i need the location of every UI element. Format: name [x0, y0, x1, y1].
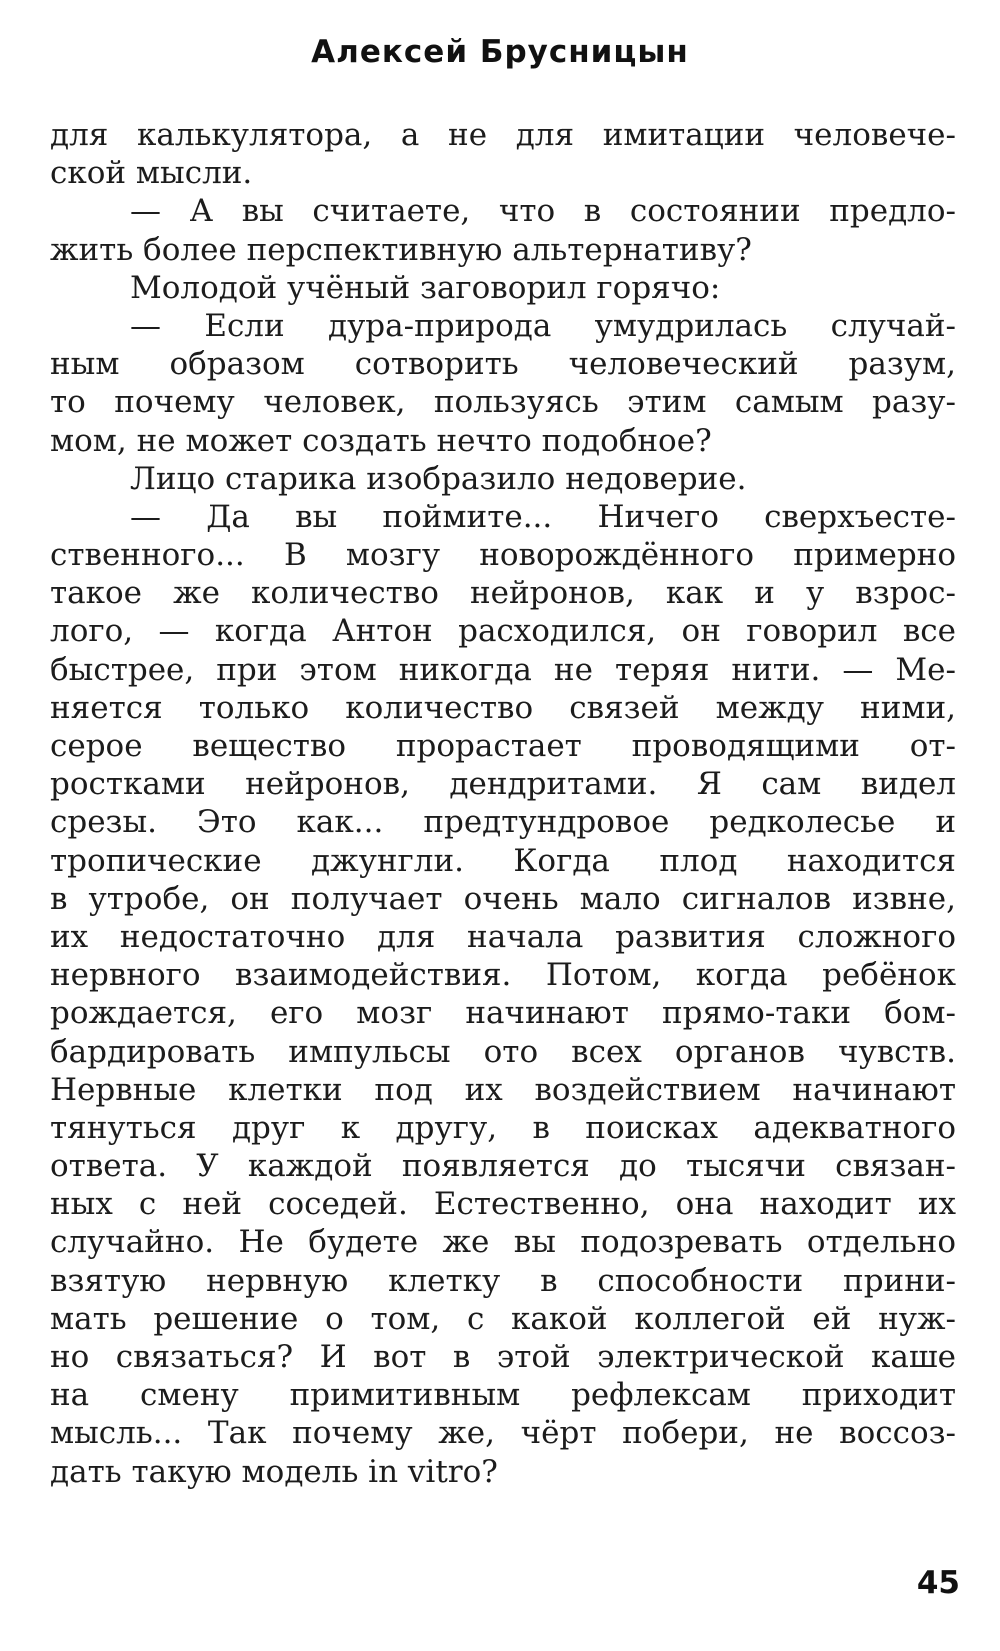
page-number: 45	[916, 1565, 960, 1601]
text-line: в утробе, он получает очень мало сигналов извне,	[50, 880, 956, 917]
text-line: Лицо старика изобразило недоверие.	[130, 460, 747, 497]
running-head-author: Алексей Брусницын	[311, 34, 689, 70]
text-line: ственного... В мозгу новорождённого примерно	[50, 537, 956, 574]
text-line: бардировать импульсы ото всех органов чувств.	[50, 1033, 956, 1070]
text-line: нервного взаимодействия. Потом, когда ребёнок	[50, 957, 956, 994]
text-line: мом, не может создать нечто подобное?	[50, 422, 712, 459]
text-line: их недостаточно для начала развития сложного	[50, 918, 956, 955]
body-text	[50, 116, 956, 1491]
text-line: тропические джунгли. Когда плод находится	[50, 842, 956, 879]
text-line: Нервные клетки под их воздействием начинают	[50, 1071, 956, 1108]
text-line: жить более перспективную альтернативу?	[50, 231, 752, 268]
text-line: — Если дура-природа умудрилась случай-	[130, 307, 956, 344]
text-line: лого, — когда Антон расходился, он говорил все	[50, 613, 956, 650]
text-line: ростками нейронов, дендритами. Я сам видел	[50, 766, 956, 803]
text-line: серое вещество прорастает проводящими от-	[50, 728, 956, 764]
text-line: Молодой учёный заговорил горячо:	[130, 269, 721, 306]
text-line: ской мысли.	[50, 155, 253, 192]
text-line: дать такую модель in vitro?	[50, 1453, 498, 1490]
text-line: мать решение о том, с какой коллегой ей нуж-	[50, 1300, 956, 1337]
text-line: — А вы считаете, что в состоянии предло-	[130, 193, 956, 230]
text-line: то почему человек, пользуясь этим самым разу-	[50, 384, 956, 421]
text-line: быстрее, при этом никогда не теряя нити. — Ме-	[50, 651, 956, 688]
text-line: няется только количество связей между ними,	[50, 689, 956, 726]
text-line: на смену примитивным рефлексам приходит	[50, 1377, 956, 1414]
text-line: срезы. Это как... предтундровое редколесье и	[50, 804, 956, 841]
text-line: для калькулятора, а не для имитации человече-	[50, 117, 956, 153]
text-line: мысль... Так почему же, чёрт побери, не воссоз-	[50, 1415, 956, 1452]
text-line: ным образом сотворить человеческий разум,	[50, 346, 956, 383]
text-line: но связаться? И вот в этой электрической каше	[50, 1339, 956, 1375]
text-line: такое же количество нейронов, как и у взрос-	[50, 575, 956, 612]
text-line: взятую нервную клетку в способности прини-	[50, 1262, 956, 1299]
text-line: ных с ней соседей. Естественно, она находит их	[50, 1186, 956, 1223]
text-line: тянуться друг к другу, в поисках адекватного	[50, 1109, 956, 1146]
text-line: рождается, его мозг начинают прямо-таки бом-	[50, 995, 956, 1032]
text-line: — Да вы поймите... Ничего сверхъесте-	[130, 498, 956, 535]
text-line: случайно. Не будете же вы подозревать отдельно	[50, 1224, 956, 1261]
text-line: ответа. У каждой появляется до тысячи связан-	[50, 1148, 956, 1185]
